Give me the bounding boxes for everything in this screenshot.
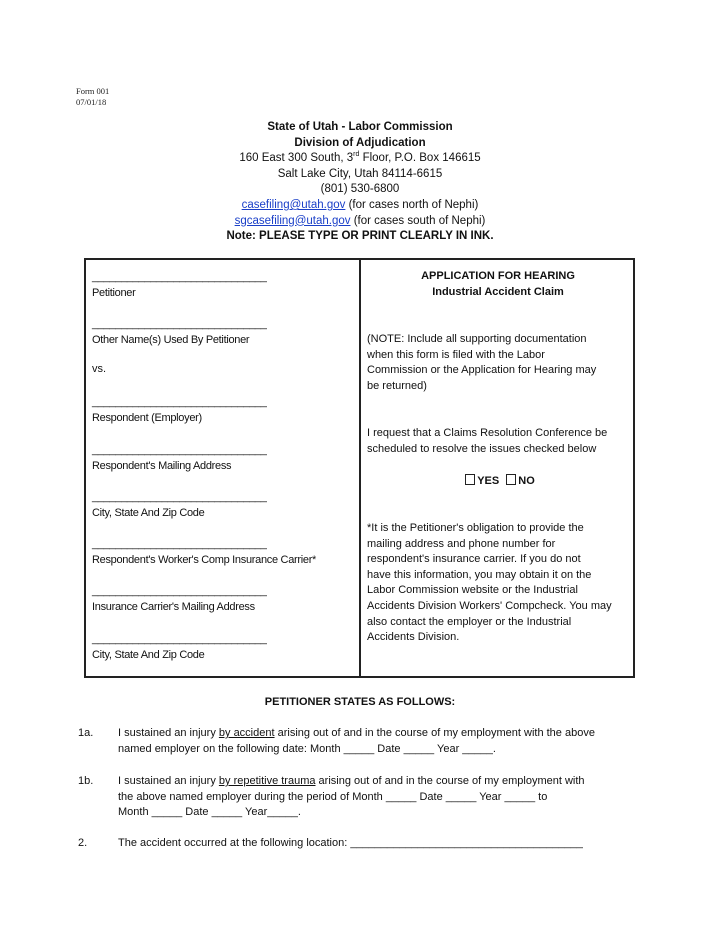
petitioner-field[interactable] — [92, 270, 267, 300]
obligation-line: have this information, you may obtain it on the — [367, 568, 592, 581]
yes-no-options — [361, 474, 635, 488]
conference-request-line: I request that a Claims Resolution Conference be — [367, 427, 608, 439]
no-label: NO — [518, 475, 535, 487]
item-2-number: 2. — [78, 837, 88, 849]
carrier-field[interactable] — [92, 537, 316, 567]
caption-divider — [359, 258, 361, 678]
respondent-field[interactable] — [92, 395, 267, 425]
carrier-city-blank[interactable]: ______________________________ — [92, 633, 267, 645]
respondent-city-label: City, State And Zip Code — [92, 507, 205, 519]
item-1a-underlined: by accident — [218, 727, 275, 739]
application-title-line2: Industrial Accident Claim — [432, 285, 564, 298]
item-1a — [118, 726, 638, 757]
documentation-note-line: Commission or the Application for Hearing may — [367, 364, 597, 377]
respondent-address-label: Respondent's Mailing Address — [92, 460, 232, 472]
item-1a-post: arising out of and in the course of my employment with the above — [274, 727, 595, 739]
carrier-obligation-note — [367, 521, 629, 646]
form-number: Form 001 — [76, 86, 110, 96]
documentation-note-line: be returned) — [367, 379, 427, 392]
obligation-line: Labor Commission website or the Industrial — [367, 584, 578, 597]
item-1b-underlined: by repetitive trauma — [218, 775, 316, 787]
other-names-field[interactable] — [92, 317, 267, 347]
email-south-link[interactable]: sgcasefiling@utah.gov — [234, 214, 351, 227]
phone-number: (801) 530-6800 — [320, 183, 400, 196]
respondent-label: Respondent (Employer) — [92, 412, 202, 424]
documentation-note-line: when this form is filed with the Labor — [367, 348, 545, 361]
item-1b-post: arising out of and in the course of my employment with — [315, 775, 585, 787]
item-1a-pre: I sustained an injury — [118, 727, 219, 739]
city-address: Salt Lake City, Utah 84114-6615 — [277, 167, 443, 180]
email-north-line — [0, 198, 720, 214]
obligation-line: also contact the employer or the Industrial — [367, 615, 572, 628]
carrier-address-blank[interactable]: ______________________________ — [92, 585, 267, 597]
obligation-line: respondent's insurance carrier. If you do not — [367, 553, 581, 566]
petitioner-label: Petitioner — [92, 287, 136, 299]
form-revision-date: 07/01/18 — [76, 97, 107, 107]
form-number-block — [76, 86, 109, 108]
respondent-city-blank[interactable]: ______________________________ — [92, 491, 267, 503]
agency-name: State of Utah - Labor Commission — [267, 121, 453, 133]
item-1a-number: 1a. — [78, 727, 94, 739]
petitioner-blank[interactable]: ______________________________ — [92, 271, 267, 283]
agency-header — [0, 120, 720, 245]
item-1b-line2[interactable]: the above named employer during the period of Month _____ Date _____ Year _____ to — [118, 790, 548, 803]
item-2-text[interactable]: The accident occurred at the following location: ______________________________________ — [118, 837, 583, 849]
item-1b-pre: I sustained an injury — [118, 775, 219, 787]
street-address — [0, 151, 720, 167]
conference-request — [367, 426, 629, 457]
application-title — [361, 269, 635, 300]
other-names-blank[interactable]: ______________________________ — [92, 318, 267, 330]
carrier-address-field[interactable] — [92, 584, 267, 614]
email-north-note: (for cases north of Nephi) — [345, 198, 479, 211]
other-names-label: Other Name(s) Used By Petitioner — [92, 334, 250, 346]
yes-label: YES — [477, 475, 500, 487]
yes-checkbox[interactable] — [465, 474, 475, 485]
print-clearly-note: Note: PLEASE TYPE OR PRINT CLEARLY IN INK. — [226, 230, 494, 243]
conference-request-line: scheduled to resolve the issues checked below — [367, 442, 597, 455]
carrier-city-label: City, State And Zip Code — [92, 649, 205, 661]
obligation-line: *It is the Petitioner's obligation to provide the — [367, 522, 584, 534]
carrier-blank[interactable]: ______________________________ — [92, 538, 267, 550]
respondent-city-field[interactable] — [92, 490, 267, 520]
obligation-line: mailing address and phone number for — [367, 537, 556, 550]
item-1a-line1 — [118, 726, 638, 742]
item-1a-line2[interactable]: named employer on the following date: Month _____ Date _____ Year _____. — [118, 742, 496, 755]
no-checkbox[interactable] — [506, 474, 516, 485]
documentation-note — [367, 332, 629, 394]
carrier-city-field[interactable] — [92, 632, 267, 662]
item-1b-line3[interactable]: Month _____ Date _____ Year_____. — [118, 806, 301, 819]
division-name: Division of Adjudication — [294, 136, 426, 149]
carrier-label: Respondent's Worker's Comp Insurance Carrier* — [92, 554, 317, 566]
street-address-part2: Floor, P.O. Box 146615 — [359, 152, 481, 165]
email-north-link[interactable]: casefiling@utah.gov — [241, 198, 346, 211]
item-1b-number: 1b. — [78, 775, 94, 787]
obligation-line: Accidents Division. — [367, 631, 460, 644]
item-1b-line1 — [118, 774, 638, 790]
respondent-address-blank[interactable]: ______________________________ — [92, 444, 267, 456]
documentation-note-line: (NOTE: Include all supporting documentation — [367, 333, 587, 345]
respondent-address-field[interactable] — [92, 443, 267, 473]
versus-label: vs. — [92, 363, 107, 375]
application-title-line1: APPLICATION FOR HEARING — [421, 270, 575, 282]
obligation-line: Accidents Division Workers' Compcheck. You may — [367, 599, 612, 612]
email-south-note: (for cases south of Nephi) — [350, 214, 486, 227]
item-1b — [118, 774, 638, 821]
carrier-address-label: Insurance Carrier's Mailing Address — [92, 601, 255, 613]
statements-heading: PETITIONER STATES AS FOLLOWS: — [264, 696, 456, 708]
respondent-blank[interactable]: ______________________________ — [92, 396, 267, 408]
email-south-line — [0, 214, 720, 230]
street-address-ordinal: rd — [353, 151, 360, 159]
street-address-part1: 160 East 300 South, 3 — [239, 152, 354, 165]
